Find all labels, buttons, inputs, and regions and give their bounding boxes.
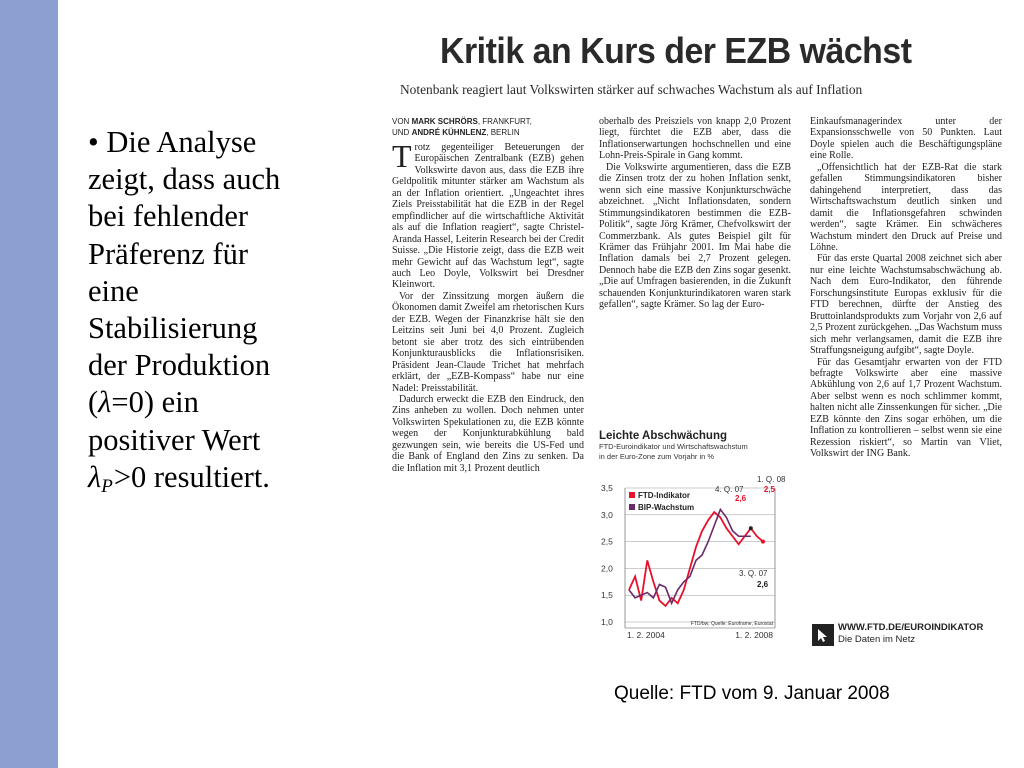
chart-source-note: FTD/bw; Quelle: Euroframe, Eurostat [690, 621, 773, 627]
bullet-line-2: zeigt, dass auch [88, 162, 281, 197]
annotation-q3-value: 2,6 [757, 580, 769, 589]
bullet-line-9: positiver Wert [88, 422, 261, 457]
bip-growth-line [629, 509, 751, 603]
bullet-line-3: bei fehlender [88, 199, 249, 234]
bullet-line-4: Präferenz für [88, 236, 249, 271]
cursor-arrow-icon [812, 624, 834, 646]
sidebar-stripe [0, 0, 58, 768]
paragraph: Dadurch erweckt die EZB den Eindruck, den Zins anheben zu wollen. Doch nehmen unter Volkswirten Spekulationen zu, die EZB könnte wegen der Konjunkturabkühlung bald gezwungen sein, wie bereits die US-Fed und die Bank of England den Zins zu senken. Da die Inflation mit 3,1 Prozent deutlich [392, 393, 584, 474]
article-subheadline: Notenbank reagiert laut Volkswirten stärker auf schwaches Wachstum als auf Inflation [400, 82, 863, 97]
paragraph: Die Volkswirte argumentieren, dass die EZB die Zinsen trotz der zu hohen Inflation senkt, wenn sich eine massive Konjunkturschwäche abzeichnet. „Nicht Inflationsdaten, sondern Stimmungsindikatoren bestimmen die EZB-Politik“, sagte Jörg Krämer, Chefvolkswirt der Commerzbank. Als gutes Beispiel gilt für Krämer das Frühjahr 2001. Im Mai habe die Inflation damals bei 2,7 Prozent gelegen. Dennoch habe die EZB den Zins sogar gesenkt. „Die auf Umfragen basierenden, in die Zukunft schauenden Konjunkturindikatoren waren stark gefallen“, sagte Krämer. So lag der Euro- [599, 161, 791, 311]
paragraph: „Offensichtlich hat der EZB-Rat die stark gefallen Stimmungsindikatoren bisher dahingehend interpretiert, dass das Wirtschaftswachstum deutlich sinken und damit die Inflationsgefahren schwinden werden“, sagte Krämer. Ein schwächeres Wachstum mindert den Druck auf Preise und Löhne. [810, 161, 1002, 253]
y-tick-label: 3,0 [601, 509, 613, 520]
chart-subtitle-2: in der Euro-Zone zum Vorjahr in % [599, 451, 715, 461]
lambda-p-symbol: λ [88, 459, 102, 494]
legend-label: BIP-Wachstum [638, 503, 695, 512]
bullet-line-5: eine [88, 273, 139, 308]
bullet-line-10: $\lambda_P>0$ resultiert. [88, 459, 270, 497]
y-tick-label: 3,5 [601, 483, 613, 493]
paragraph: Trotz gegenteiliger Beteuerungen der Europäischen Zentralbank (EZB) gehen Volkswirte davon aus, dass die EZB ihre Geldpolitik mitunter stärker am Wachstum als an der Inflation orientiert. „Ungeachtet ihres Ziels Preisstabilität hat die EZB in der Regel empfindlicher auf die wirtschaftliche Aktivität als auf die Inflation reagiert“, sagte Christel-Aranda Hassel, Leiterin Research bei der Credit Suisse. „Die Historie zeigt, dass die EZB weit mehr Gewicht auf das Wachstum legt“, sagte auch Leo Doyle, Volkswirt bei Dresdner Kleinwort. [392, 138, 584, 291]
ftd-web-link[interactable] [810, 622, 1002, 652]
lambda-symbol: λ [98, 385, 112, 420]
y-tick-label: 2,5 [601, 536, 613, 547]
annotation-q1-value: 2,5 [763, 485, 775, 494]
y-tick-label: 1,5 [601, 590, 613, 601]
annotation-q1-label: 1. Q. 08 [757, 475, 786, 484]
paragraph: Für das Gesamtjahr erwarten von der FTD befragte Volkswirte aber eine massive Abkühlung von 2,6 auf 1,7 Prozent Wachstum. Aber selbst wenn es noch schlimmer kommt, halten nicht alle Zinssenkungen für sicher. „Die EZB könnte den Zins sogar erhöhen, um die Inflation zu kontrollieren – selbst wenn sie eine Rezession riskiert“, so Martin van Vliet, Volkswirt der ING Bank. [810, 356, 1002, 460]
paragraph: Einkaufsmanagerindex unter der Expansionsschwelle von 50 Punkten. Laut Doyle spielen auch die Beschäftigungspläne eine Rolle. [810, 116, 1002, 162]
ftd-url[interactable]: WWW.FTD.DE/EUROINDIKATOR [838, 622, 984, 633]
annotation-q3-label: 3. Q. 07 [739, 569, 768, 578]
bullet-text [88, 124, 358, 505]
subscript-p: P [101, 475, 113, 497]
bullet-marker: • [88, 125, 99, 159]
article-column-3 [810, 116, 1002, 460]
paragraph: Für das erste Quartal 2008 zeichnet sich aber nur eine leichte Wachstumsabschwächung ab. Nach dem Euro-Indikator, den führende Forschungsinstitute Europas exklusiv für die FTD berechnen, dürfte der Anstieg des Bruttoinlandsprodukts zum Vorjahr von 2,6 auf 2,5 Prozent zurückgehen. „Das Wachstum muss sich mehr verlangsamen, damit die EZB ihre Straffungsneigung aufgibt“, sagte Doyle. [810, 253, 1002, 357]
article-column-2 [599, 116, 791, 311]
newspaper-clipping [390, 30, 1006, 650]
chart-title: Leichte Abschwächung [599, 430, 728, 442]
legend-label: FTD-Indikator [638, 491, 690, 500]
growth-chart [599, 430, 791, 648]
chart-subtitle-1: FTD-Euroindikator und Wirtschaftswachstum [599, 442, 748, 451]
y-tick-label: 1,0 [601, 617, 613, 627]
bullet-line-7: der Produktion [88, 348, 271, 383]
legend-swatch [629, 492, 635, 498]
annotation-q4-label: 4. Q. 07 [715, 485, 744, 494]
drop-cap: T [392, 138, 412, 174]
data-point-q3 [749, 526, 753, 530]
data-point-q1 [761, 540, 765, 544]
legend-swatch [629, 504, 635, 510]
annotation-q4-value: 2,6 [735, 494, 747, 503]
x-end-label: 1. 2. 2008 [735, 630, 773, 640]
bullet-line-1: • Die Analyse [88, 125, 257, 159]
bullet-line-6: Stabilisierung [88, 311, 258, 346]
paragraph: Vor der Zinssitzung morgen äußern die Ökonomen damit Zweifel am rhetorischen Kurs der EZB. Wegen der Finanzkrise hält sie den Leitzins seit Juni bei 4,0 Prozent. Zugleich betont sie aber trotz des sich eintrübenden Konjunkturausblicks die Inflationsrisiken. Präsident Jean-Claude Trichet hat mehrfach erklärt, der „EZB-Kompass“ habe nur eine Nadel: Preisstabilität. [392, 290, 584, 394]
article-column-1 [392, 116, 584, 474]
source-citation: Quelle: FTD vom 9. Januar 2008 [614, 683, 890, 704]
x-start-label: 1. 2. 2004 [627, 630, 665, 640]
bullet-line-8: (λ=0) ein [88, 385, 199, 420]
article-byline: VON MARK SCHRÖRS, FRANKFURT, UND ANDRÉ KÜHNLENZ, BERLIN [392, 117, 532, 137]
chart-plot [599, 474, 791, 648]
article-headline: Kritik an Kurs der EZB wächst [440, 30, 912, 71]
ftd-indicator-line [629, 512, 763, 606]
ftd-url-description: Die Daten im Netz [838, 634, 916, 645]
paragraph: oberhalb des Preisziels von knapp 2,0 Prozent liegt, fürchtet die EZB aber, dass die Inflationserwartungen hochschnellen und eine Lohn-Preis-Spirale in Gang kommt. [599, 116, 791, 162]
y-tick-label: 2,0 [601, 563, 613, 574]
